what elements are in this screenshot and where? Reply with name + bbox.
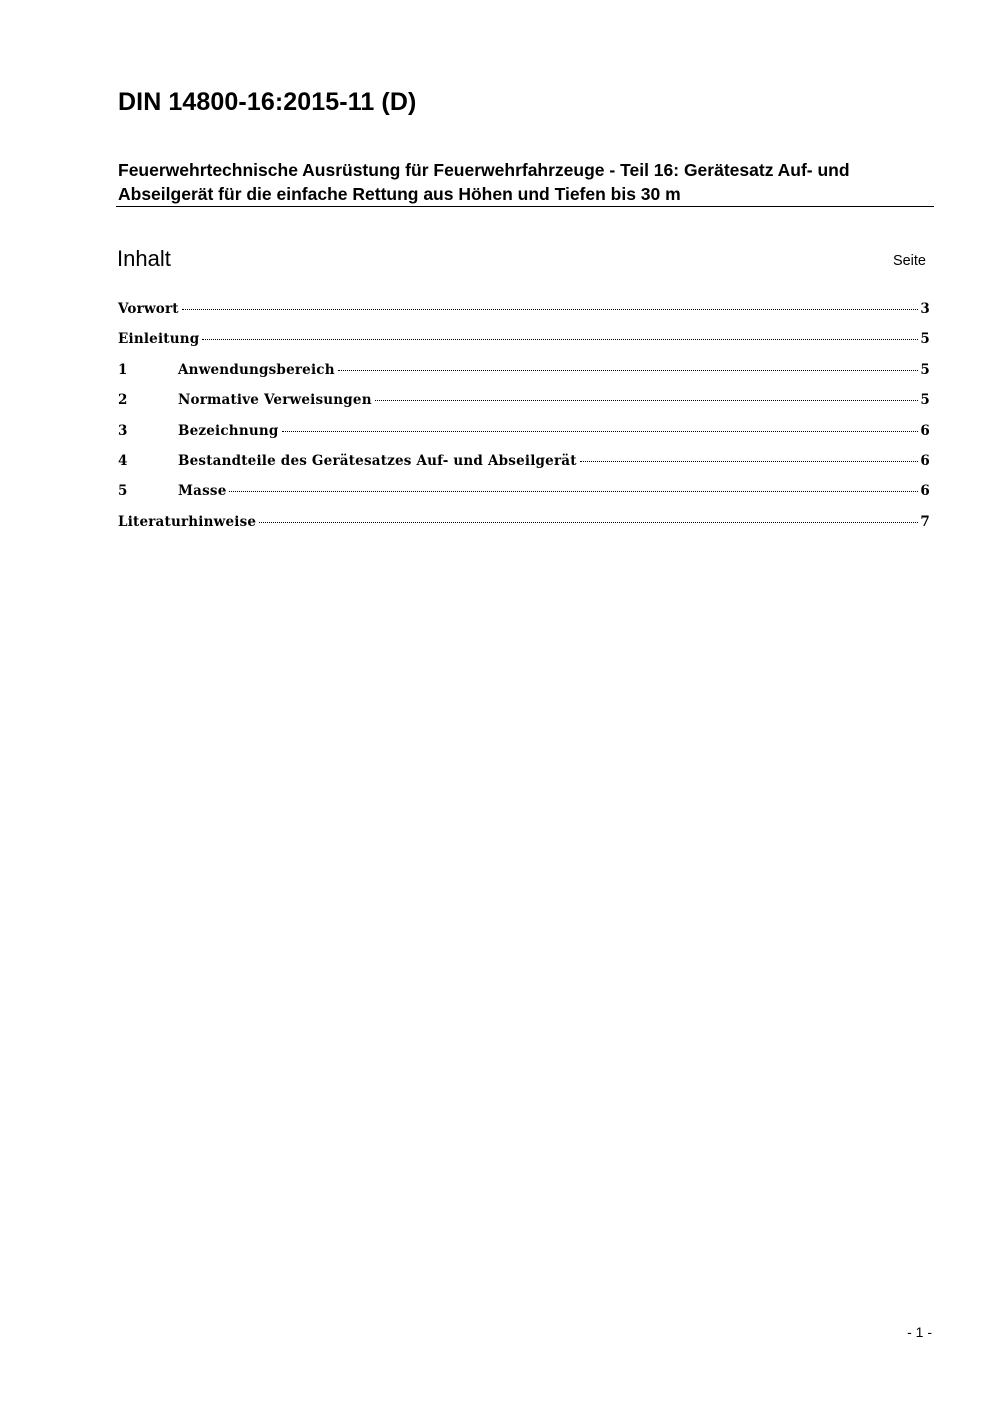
toc-entry-einleitung[interactable] [118, 331, 930, 361]
toc-entry-page: 6 [920, 483, 930, 500]
toc-entry-page: 7 [920, 513, 930, 530]
toc-entry-number: 3 [118, 422, 128, 439]
toc-dot-leader [182, 309, 919, 310]
toc-entry-label: Vorwort [118, 301, 179, 317]
toc-entry-page: 6 [920, 422, 930, 439]
toc-entry-label: Normative Verweisungen [178, 392, 372, 409]
toc-entry-bestandteile[interactable] [118, 453, 930, 483]
toc-entry-normative-verweisungen[interactable] [118, 392, 930, 422]
toc-entry-number: 1 [118, 361, 128, 378]
toc-entry-number: 2 [118, 392, 128, 409]
toc-entry-page: 6 [920, 452, 930, 469]
toc-dot-leader [259, 522, 918, 523]
document-title: Feuerwehrtechnische Ausrüstung für Feuerwehrfahrzeuge - Teil 16: Gerätesatz Auf- und Abseilgerät für die einfache Rettung aus Höhen und Tiefen bis 30 m [118, 160, 850, 204]
toc-entry-label: Masse [178, 483, 227, 500]
table-of-contents [118, 301, 930, 544]
toc-dot-leader [338, 370, 919, 371]
toc-heading: Inhalt [117, 246, 171, 271]
toc-entry-label: Literaturhinweise [118, 513, 257, 530]
toc-entry-page: 5 [920, 331, 930, 348]
toc-entry-masse[interactable] [118, 483, 930, 513]
toc-entry-label: Bestandteile des Gerätesatzes Auf- und Abseilgerät [178, 452, 577, 469]
page-number: - 1 - [907, 1324, 932, 1340]
toc-entry-label: Bezeichnung [178, 422, 279, 439]
toc-entry-vorwort[interactable] [118, 301, 930, 331]
toc-entry-number: 5 [118, 483, 128, 500]
toc-entry-bezeichnung[interactable] [118, 423, 930, 453]
toc-dot-leader [229, 491, 918, 492]
toc-entry-page: 3 [920, 301, 930, 317]
toc-entry-page: 5 [920, 392, 930, 409]
toc-dot-leader [282, 431, 919, 432]
toc-dot-leader [580, 461, 919, 462]
toc-entry-label: Einleitung [118, 331, 200, 348]
toc-entry-literaturhinweise[interactable] [118, 514, 930, 544]
toc-entry-number: 4 [118, 452, 128, 469]
toc-entry-anwendungsbereich[interactable] [118, 362, 930, 392]
document-id: DIN 14800-16:2015-11 (D) [118, 88, 417, 116]
toc-entry-label: Anwendungsbereich [178, 361, 335, 378]
toc-dot-leader [375, 400, 919, 401]
title-divider [116, 206, 934, 207]
toc-dot-leader [202, 339, 918, 340]
toc-page-column-label: Seite [892, 253, 926, 269]
toc-entry-page: 5 [920, 361, 930, 378]
